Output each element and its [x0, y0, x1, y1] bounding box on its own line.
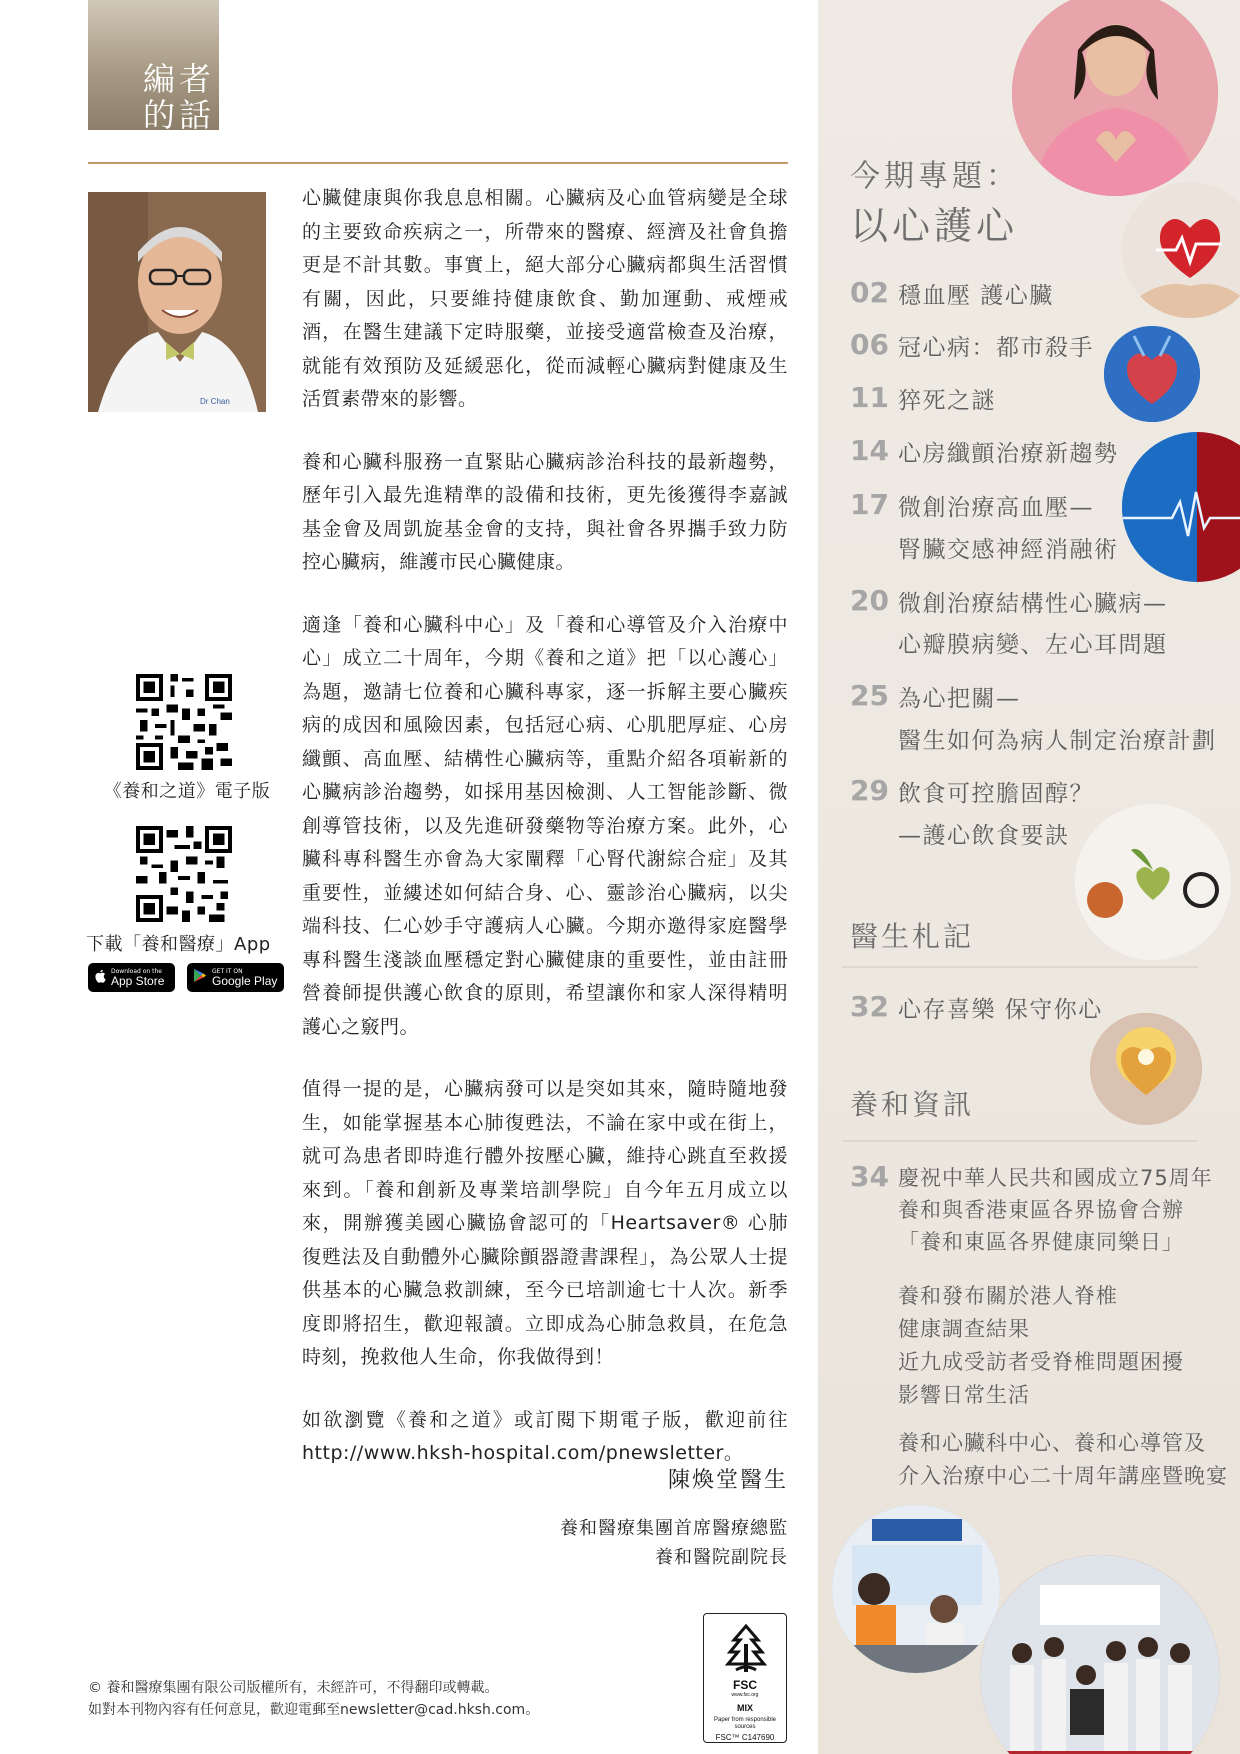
signature-name: 陳煥堂醫生 — [667, 1468, 788, 1493]
google-play-badge[interactable] — [187, 963, 284, 992]
toc-title[interactable]: 為心把關— — [898, 686, 1021, 712]
news-item-line[interactable]: 慶祝中華人民共和國成立75周年 — [898, 1166, 1213, 1190]
toc-page-number: 14 — [850, 434, 889, 467]
toc-page-number: 34 — [850, 1160, 889, 1193]
toc-title[interactable]: 穩血壓 護心臟 — [898, 283, 1054, 309]
app-store-badge[interactable] — [88, 963, 175, 992]
toc-subtitle[interactable]: 腎臟交感神經消融術 — [898, 537, 1119, 563]
copyright-line: © 養和醫療集團有限公司版權所有，未經許可，不得翻印或轉載。 — [88, 1680, 499, 1696]
doctor-portrait — [88, 192, 266, 412]
editors-note-line2: 的話 — [142, 96, 215, 134]
toc-title[interactable]: 心房纖顫治療新趨勢 — [898, 441, 1119, 467]
signature-role-1: 養和醫療集團首席醫療總監 — [560, 1518, 788, 1539]
issue-theme: 以心護心 — [850, 204, 1019, 248]
toc-title[interactable]: 微創治療高血壓— — [898, 495, 1094, 521]
fsc-paper-text: Paper from responsible sources — [713, 1717, 777, 1730]
heart-anatomy-photo — [1104, 326, 1200, 422]
app-store-small-text: Download on the — [111, 967, 162, 975]
editors-note-line1: 編者 — [142, 60, 215, 98]
toc-page-number: 17 — [850, 488, 889, 521]
news-divider — [842, 1140, 1198, 1142]
paragraph-3: 適逢「養和心臟科中心」及「養和心導管及介入治療中心」成立二十周年，今期《養和之道》把「以心護心」為題，邀請七位養和心臟科專家，逐一拆解主要心臟疾病的成因和風險因素，包括冠心病、心肌肥厚症、心房纖顫、高血壓、結構性心臟病等，重點介紹各項嶄新的心臟病診治趨勢，如採用基因檢測、人工智能診斷、微創導管技術，以及先進研發藥物等治療方案。此外，心臟科專科醫生亦會為大家闡釋「心腎代謝綜合症」及其重要性，並縷述如何結合身、心、靈診治心臟病，以尖端科技、仁心妙手守護病人心臟。今期亦邀得家庭醫學專科醫生淺談血壓穩定對心臟健康的重要性，並由註冊營養師提供護心飲食的原則，希望讓你和家人深得精明護心之竅門。 — [302, 613, 788, 1038]
toc-title[interactable]: 微創治療結構性心臟病— — [898, 591, 1168, 617]
editorial-body — [302, 182, 788, 1500]
google-play-icon — [193, 968, 207, 987]
toc-title[interactable]: 冠心病：都市殺手 — [898, 335, 1094, 361]
apple-icon — [94, 968, 106, 987]
fsc-site: www.fsc.org — [731, 1692, 759, 1698]
news-item-line[interactable]: 健康調查結果 — [898, 1317, 1030, 1341]
news-item-line[interactable]: 養和心臟科中心、養和心導管及 — [898, 1431, 1206, 1455]
toc-title[interactable]: 猝死之謎 — [898, 388, 996, 414]
toc-page-number: 02 — [850, 276, 889, 309]
svg-text:Dr Chan: Dr Chan — [200, 397, 230, 406]
fsc-logo — [703, 1613, 787, 1743]
toc-page-number: 06 — [850, 328, 889, 361]
app-store-label: App Store — [111, 973, 165, 988]
toc-page-number: 25 — [850, 679, 889, 712]
heart-healthy-food-photo — [1075, 804, 1231, 960]
paragraph-4: 值得一提的是，心臟病發可以是突如其來，隨時隨地發生，如能掌握基本心肺復甦法，不論在家中或在街上，就可為患者即時進行體外按壓心臟，維持心跳直至救援來到。「養和創新及專業培訓學院」自今年五月成立以來，開辦獲美國心臟協會認可的「Heartsaver® 心肺復甦法及自動體外心臟除顫器證書課程」，為公眾人士提供基本的心臟急救訓練，至今已培訓逾七十人次。新季度即將招生，歡迎報讀。立即成為心肺急救員，在危急時刻，挽救他人生命，你我做得到！ — [302, 1078, 788, 1368]
google-play-small-text: GET IT ON — [212, 967, 243, 975]
toc-subtitle[interactable]: —護心飲食要訣 — [898, 823, 1070, 849]
enewsletter-qr-caption: 《養和之道》電子版 — [103, 781, 271, 802]
hksh-news-heading: 養和資訊 — [850, 1088, 975, 1121]
notes-divider — [842, 966, 1198, 968]
fsc-tree-icon — [716, 1620, 776, 1676]
news-item-line[interactable]: 介入治療中心二十周年講座暨晚宴 — [898, 1464, 1228, 1488]
toc-page-number: 11 — [850, 381, 889, 414]
news-item-line[interactable]: 「養和東區各界健康同樂日」 — [898, 1230, 1184, 1254]
signature-role-2: 養和醫院副院長 — [655, 1547, 788, 1568]
toc-title[interactable]: 心存喜樂 保守你心 — [898, 997, 1103, 1023]
toc-subtitle[interactable]: 心瓣膜病變、左心耳問題 — [898, 632, 1168, 658]
issue-label: 今期專題： — [850, 159, 1020, 194]
news-item-line[interactable]: 近九成受訪者受脊椎問題困擾 — [898, 1350, 1184, 1374]
editors-note-tag — [88, 0, 219, 134]
paragraph-2: 養和心臟科服務一直緊貼心臟病診治科技的最新趨勢，歷年引入最先進精準的設備和技術，更先後獲得李嘉誠基金會及周凱旋基金會的支持，與社會各界攜手致力防控心臟病，維護市民心臟健康。 — [302, 450, 788, 573]
app-qr-code[interactable] — [136, 826, 232, 922]
doctors-notes-heading: 醫生札記 — [850, 920, 975, 953]
toc-page-number: 20 — [850, 584, 889, 617]
app-qr-caption: 下載「養和醫療」App — [86, 934, 271, 955]
header-divider — [88, 162, 788, 164]
toc-page-number: 29 — [850, 774, 889, 807]
news-item-line[interactable]: 養和發布關於港人脊椎 — [898, 1284, 1118, 1308]
sunlit-leaf-heart-photo — [1090, 1013, 1202, 1125]
paragraph-5: 如欲瀏覽《養和之道》或訂閱下期電子版，歡迎前往 http://www.hksh-hospital.com/pnewsletter。 — [302, 1408, 788, 1464]
news-item-line[interactable]: 影響日常生活 — [898, 1383, 1030, 1407]
toc-subtitle[interactable]: 醫生如何為病人制定治療計劃 — [898, 728, 1217, 754]
health-fun-day-photo — [832, 1505, 1000, 1673]
copyright-notice — [88, 1677, 539, 1721]
feedback-line: 如對本刊物內容有任何意見，歡迎電郵至newsletter@cad.hksh.com。 — [88, 1702, 540, 1718]
toc-page-number: 32 — [850, 990, 889, 1023]
enewsletter-qr-code[interactable] — [136, 674, 232, 770]
paragraph-1: 心臟健康與你我息息相關。心臟病及心血管病變是全球的主要致命疾病之一，所帶來的醫療、經濟及社會負擔更是不計其數。事實上，絕大部分心臟病都與生活習慣有關，因此，只要維持健康飲食、勤加運動、戒煙戒酒，在醫生建議下定時服藥，並接受適當檢查及治療，就能有效預防及延緩惡化，從而減輕心臟病對健康及生活質素帶來的影響。 — [302, 187, 788, 410]
fsc-word: FSC — [733, 1678, 757, 1692]
toc-title[interactable]: 飲食可控膽固醇？ — [898, 781, 1094, 807]
fsc-mix: MIX — [736, 1703, 753, 1713]
news-item-line[interactable]: 養和與香港東區各界協會合辦 — [898, 1198, 1184, 1222]
google-play-label: Google Play — [212, 973, 278, 988]
fsc-license-code: FSC™ C147690 — [715, 1733, 775, 1742]
